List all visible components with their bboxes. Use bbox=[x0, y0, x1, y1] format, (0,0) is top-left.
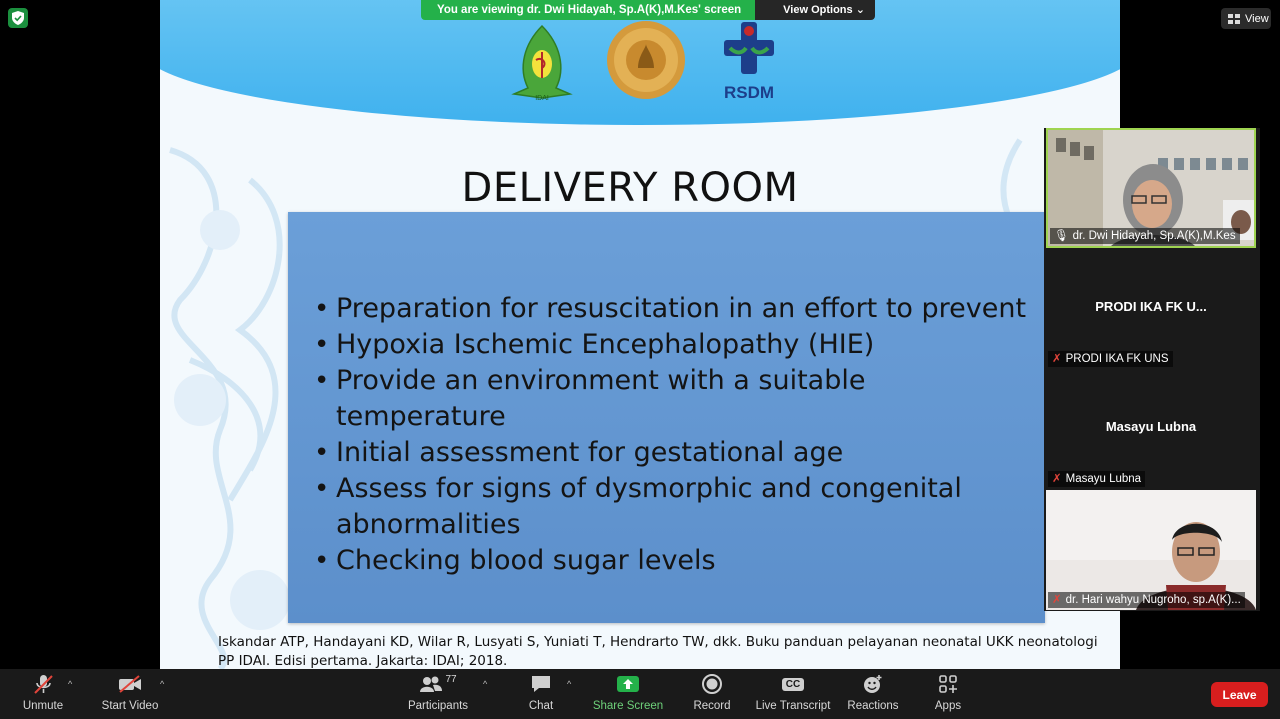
participant-tile-prodi-ika[interactable] bbox=[1046, 249, 1256, 369]
share-screen-button[interactable]: Share Screen bbox=[594, 669, 662, 719]
participant-tile-hari-wahyu[interactable] bbox=[1046, 490, 1256, 610]
participants-icon bbox=[419, 675, 443, 693]
participant-name-tag: ✗ PRODI IKA FK UNS bbox=[1048, 351, 1173, 367]
participants-count: 77 bbox=[445, 673, 457, 685]
svg-text:RSDM: RSDM bbox=[723, 83, 775, 102]
view-options-label: View Options bbox=[783, 4, 853, 16]
view-layout-label: View bbox=[1245, 12, 1269, 25]
bullet-item: • Hypoxia Ischemic Encephalopathy (HIE) bbox=[312, 327, 1032, 363]
muted-mic-icon bbox=[32, 673, 54, 695]
participant-display-name: PRODI IKA FK U... bbox=[1095, 299, 1207, 314]
svg-text:IDAI: IDAI bbox=[535, 95, 549, 102]
video-off-icon bbox=[117, 674, 143, 694]
bullet-item: • Checking blood sugar levels bbox=[312, 543, 1032, 579]
muted-mic-icon: ✗ bbox=[1052, 353, 1062, 365]
slide-reference: Iskandar ATP, Handayani KD, Wilar R, Lusyati S, Yuniati T, Hendrarto TW, dkk. Buku panduan pelayanan neonatal UKK neonatologi PP IDAI. Edisi pertama. Jakarta: IDAI; 2018. bbox=[218, 634, 1098, 669]
leave-button[interactable]: Leave bbox=[1211, 682, 1268, 707]
participant-tile-dwi-hidayah[interactable] bbox=[1046, 128, 1256, 248]
muted-mic-icon: ✗ bbox=[1052, 473, 1062, 485]
closed-caption-icon: CC bbox=[782, 678, 804, 691]
bullet-item: • Preparation for resuscitation in an effort to prevent bbox=[312, 291, 1032, 327]
smiley-plus-icon bbox=[862, 673, 884, 695]
record-icon bbox=[701, 673, 723, 695]
unmuted-mic-icon: 🎙 bbox=[1054, 230, 1069, 242]
reactions-button[interactable]: Reactions bbox=[846, 669, 900, 719]
start-video-button[interactable]: Start Video bbox=[100, 669, 160, 719]
participants-options-chevron-icon[interactable]: ^ bbox=[483, 679, 488, 689]
view-layout-button[interactable] bbox=[1221, 8, 1271, 29]
record-button[interactable]: Record bbox=[690, 669, 734, 719]
viewing-screen-label: You are viewing dr. Dwi Hidayah, Sp.A(K),M.Kes' screen bbox=[421, 0, 755, 20]
video-options-chevron-icon[interactable]: ^ bbox=[160, 679, 165, 689]
chevron-down-icon: ⌄ bbox=[855, 4, 865, 16]
participant-name-tag: ✗ dr. Hari wahyu Nugroho, sp.A(K)... bbox=[1048, 592, 1245, 608]
meeting-toolbar bbox=[0, 669, 1280, 719]
apps-button[interactable]: Apps bbox=[930, 669, 966, 719]
participant-name-tag: ✗ Masayu Lubna bbox=[1048, 471, 1145, 487]
chat-icon bbox=[530, 674, 552, 694]
bullet-item: • Assess for signs of dysmorphic and congenital abnormalities bbox=[312, 471, 1032, 543]
rsdm-logo bbox=[718, 18, 780, 102]
slide-title: DELIVERY ROOM bbox=[461, 165, 799, 211]
view-options-button[interactable] bbox=[755, 0, 875, 20]
bullet-item: • Initial assessment for gestational age bbox=[312, 435, 1032, 471]
share-screen-icon bbox=[616, 674, 640, 694]
idai-logo bbox=[508, 18, 576, 102]
participants-button[interactable]: 77 Participants bbox=[407, 673, 469, 712]
muted-mic-icon: ✗ bbox=[1052, 594, 1062, 606]
audio-options-chevron-icon[interactable]: ^ bbox=[68, 679, 73, 689]
unmute-button[interactable]: Unmute bbox=[14, 669, 72, 719]
shared-slide bbox=[160, 0, 1120, 669]
participant-video-panel bbox=[1044, 128, 1260, 611]
grid-icon bbox=[1228, 14, 1240, 24]
participant-tile-masayu-lubna[interactable] bbox=[1046, 369, 1256, 489]
live-transcript-button[interactable]: CC Live Transcript bbox=[755, 678, 831, 712]
participant-name-tag: 🎙 dr. Dwi Hidayah, Sp.A(K),M.Kes bbox=[1050, 228, 1240, 244]
participant-display-name: Masayu Lubna bbox=[1105, 419, 1197, 434]
university-seal-logo bbox=[605, 18, 687, 102]
chat-options-chevron-icon[interactable]: ^ bbox=[567, 679, 572, 689]
apps-icon bbox=[938, 674, 958, 694]
slide-bullet-list bbox=[312, 291, 1032, 579]
security-shield-icon[interactable] bbox=[8, 8, 28, 28]
screen-share-banner bbox=[421, 0, 875, 20]
chat-button[interactable]: Chat bbox=[522, 669, 560, 719]
bullet-item: • Provide an environment with a suitable temperature bbox=[312, 363, 1032, 435]
